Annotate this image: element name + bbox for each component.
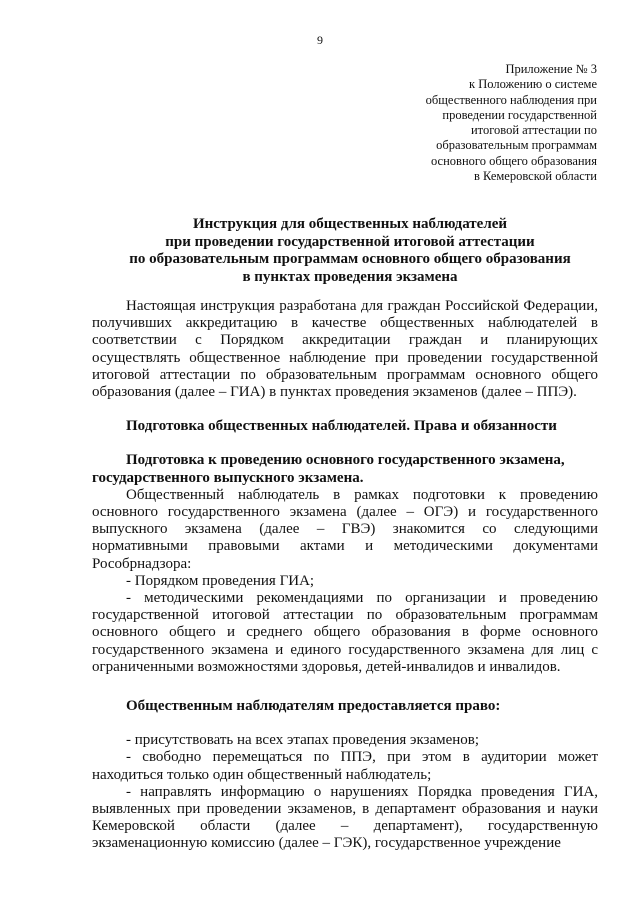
list-item: - методическими рекомендациями по организации и проведению государственной итоговой аттестации по образовательным программам основного общего и среднего общего образования в форме основного государственного экзамена и единого государственного экзамена для лиц с ограниченными возможностями здоровья, детей-инвалидов и инвалидов. [92, 590, 598, 675]
appendix-line: Приложение № 3 [505, 62, 597, 76]
appendix-line: образовательным программам [436, 138, 597, 153]
list-item: - направлять информацию о нарушениях Порядка проведения ГИА, выявленных при проведении экзаменов, в департамент образования и науки Кемеровской области (далее – департамент), государственную экзаменационную комиссию (далее – ГЭК), государственное учреждение [92, 783, 598, 852]
subsection-heading: Подготовка к проведению основного государственного экзамена, [126, 452, 565, 469]
appendix-line: итоговой аттестации по [470, 123, 597, 138]
appendix-line: основного общего образования [431, 153, 597, 168]
appendix-line: к Положению о системе [469, 77, 597, 92]
section-heading: Подготовка общественных наблюдателей. Права и обязанности [126, 418, 557, 435]
subsection-heading-cont: государственного выпускного экзамена. [92, 469, 364, 486]
title-line: по образовательным программам основного общего образования [129, 251, 571, 267]
appendix-line: проведении государственной [442, 107, 597, 122]
list-item: - присутствовать на всех этапах проведения экзаменов; [126, 732, 480, 749]
section-heading: Общественным наблюдателям предоставляется право: [126, 698, 501, 715]
paragraph: Общественный наблюдатель в рамках подготовки к проведению основного государственного экзамена (далее – ОГЭ) и государственного выпускного экзамена (далее – ГВЭ) знакомится со следующими нормативными правовыми актами и методическими документами Рособрнадзора: [92, 486, 598, 572]
title-line: при проведении государственной итоговой аттестации [165, 233, 535, 250]
appendix-line: общественного наблюдения при [425, 92, 597, 107]
document-title [85, 216, 615, 286]
appendix-line: в Кемеровской области [473, 169, 597, 184]
title-line: в пунктах проведения экзамена [242, 268, 458, 285]
intro-paragraph: Настоящая инструкция разработана для граждан Российской Федерации, получивших аккредитацию в качестве общественных наблюдателей в соответствии с Порядком аккредитации граждан и планирующих осуществлять общественное наблюдение при проведении государственной итоговой аттестации по образовательным программам основного общего образования (далее – ГИА) в пунктах проведения экзаменов (далее – ППЭ). [92, 298, 598, 401]
page-number: 9 [317, 33, 323, 47]
list-item: - свободно перемещаться по ППЭ, при этом в аудитории может находиться только один общественный наблюдатель; [92, 749, 598, 783]
list-item: - Порядком проведения ГИА; [126, 572, 315, 589]
appendix-block [426, 62, 597, 184]
document-body [92, 298, 598, 853]
title-line: Инструкция для общественных наблюдателей [192, 216, 508, 232]
